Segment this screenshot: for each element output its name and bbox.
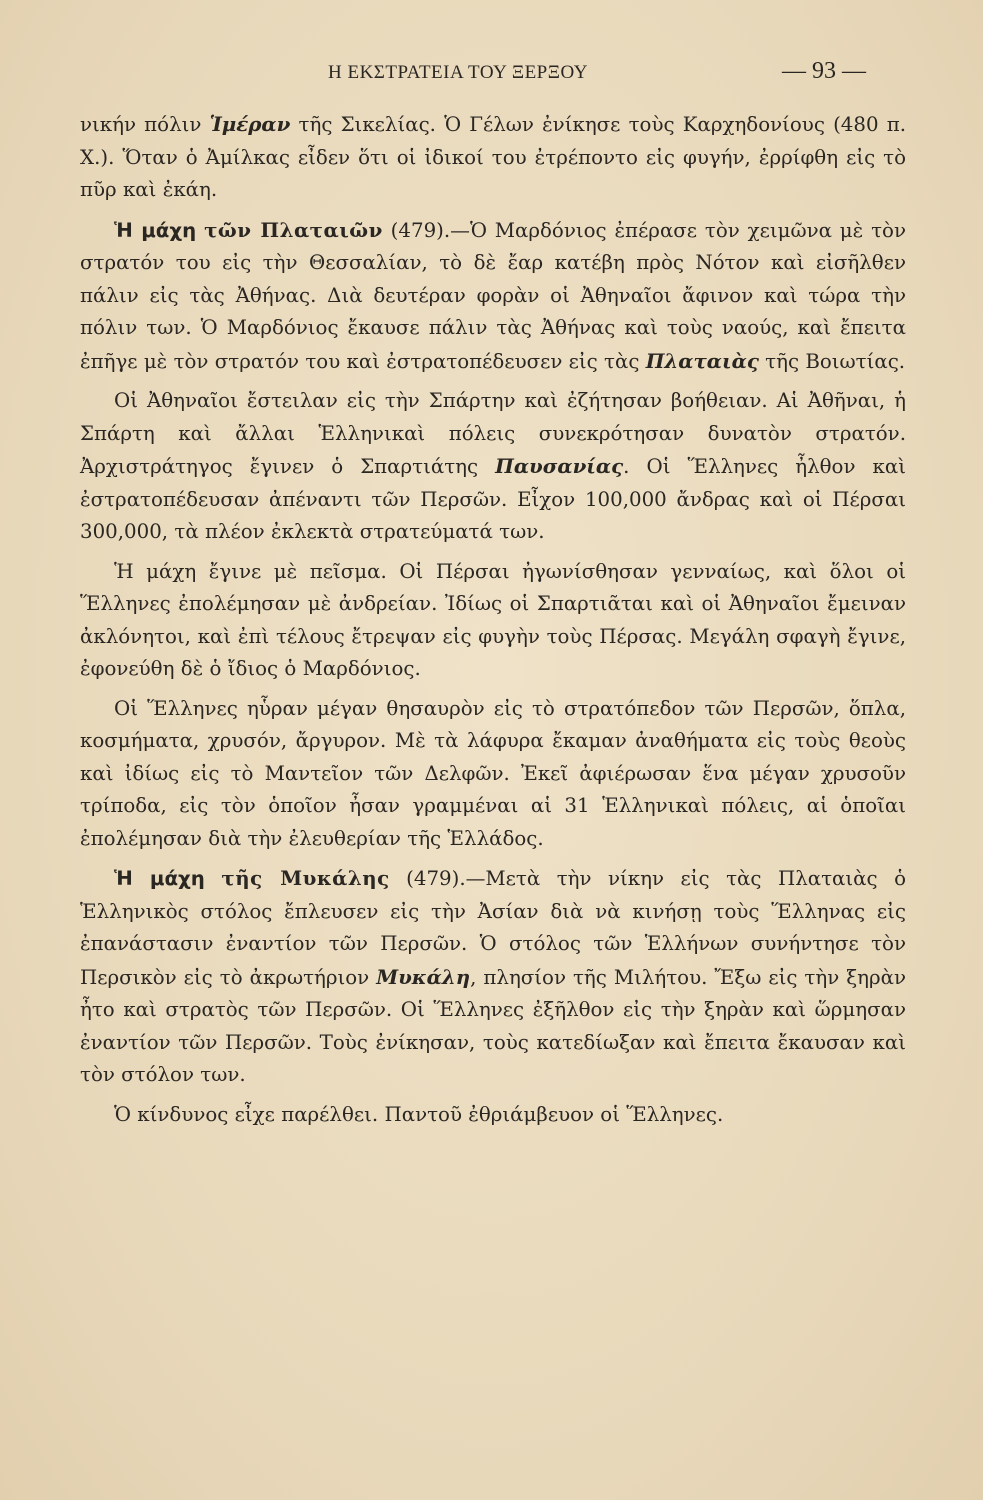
paragraph [80, 108, 906, 207]
text-run: , πλησίον τῆς Μιλήτου. Ἔξω εἰς τὴν ξηρὰν ἦτο καὶ στρατὸς τῶν Περσῶν. Οἱ Ἕλληνες ἐξῆλθον εἰς τὴν ξηρὰν καὶ ὥρμησαν ἐναντίον τῶν Περσῶν. Τοὺς ἐνίκησαν, τοὺς κατεδίωξαν καὶ ἔπειτα ἔκαυσαν καὶ τὸν στόλον των. [80, 965, 906, 1086]
text-run: (479).—Ὁ Μαρδόνιος ἐπέρασε τὸν χειμῶνα μὲ τὸν στρατόν του εἰς τὴν Θεσσαλίαν, τὸ δὲ ἔαρ κατέβη πρὸς Νότον καὶ εἰσῆλθεν πάλιν εἰς τὰς Ἀθήνας. Διὰ δευτέραν φορὰν οἱ Ἀθηναῖοι ἄφινον καὶ τώρα τὴν πόλιν των. Ὁ Μαρδόνιος ἔκαυσε πάλιν τὰς Ἀθήνας καὶ τοὺς ναούς, καὶ ἔπειτα ἐπῆγε μὲ τὸν στρατόν του καὶ ἐστρατοπέδευσεν εἰς τὰς [80, 218, 906, 373]
paragraph: Οἱ Ἕλληνες ηὗραν μέγαν θησαυρὸν εἰς τὸ στρατόπεδον τῶν Περσῶν, ὅπλα, κοσμήματα, χρυσόν, ἄργυρον. Μὲ τὰ λάφυρα ἔκαμαν ἀναθήματα εἰς τοὺς θεοὺς καὶ ἰδίως εἰς τὸ Μαντεῖον τῶν Δελφῶν. Ἐκεῖ ἀφιέρωσαν ἕνα μέγαν χρυσοῦν τρίποδα, εἰς τὸν ὁποῖον ἦσαν γραμμέναι αἱ 31 Ἑλληνικαὶ πόλεις, αἱ ὁποῖαι ἐπολέμησαν διὰ τὴν ἐλευθερίαν τῆς Ἑλλάδος. [80, 696, 906, 850]
text-run: τῆς Βοιωτίας. [758, 349, 906, 373]
paragraph: Ὁ κίνδυνος εἶχε παρέλθει. Παντοῦ ἐθριάμβευον οἱ Ἕλληνες. [114, 1102, 724, 1126]
text-run: . Οἱ Ἕλληνες ἦλθον καὶ ἐστρατοπέδευσαν ἀπέναντι τῶν Περσῶν. Εἶχον 100,000 ἄνδρας καὶ οἱ Πέρσαι 300,000, τὰ πλέον ἐκλεκτὰ στρατεύματά των. [80, 455, 906, 543]
emphasis-person-name: Παυσανίας [495, 454, 624, 478]
text-run: Οἱ Ἀθηναῖοι ἔστειλαν εἰς τὴν Σπάρτην καὶ ἐζήτησαν βοήθειαν. Αἱ Ἀθῆναι, ἡ Σπάρτη καὶ ἄλλαι Ἑλληνικαὶ πόλεις συνεκρότησαν δυνατὸν στρατόν. Ἀρχιστράτηγος ἔγινεν ὁ Σπαρτιάτης [80, 389, 906, 478]
paragraph: Ἡ μάχη ἔγινε μὲ πεῖσμα. Οἱ Πέρσαι ἠγωνίσθησαν γενναίως, καὶ ὅλοι οἱ Ἕλληνες ἐπολέμησαν μὲ ἀνδρείαν. Ἰδίως οἱ Σπαρτιᾶται καὶ οἱ Ἀθηναῖοι ἔμειναν ἀκλόνητοι, καὶ ἐπὶ τέλους ἔτρεψαν εἰς φυγὴν τοὺς Πέρσας. Μεγάλη σφαγὴ ἔγινε, ἐφονεύθη δὲ ὁ ἴδιος ὁ Μαρδόνιος. [80, 559, 906, 680]
emphasis-place-name: Μυκάλη [376, 964, 471, 989]
text-run: τῆς Σικελίας. Ὁ Γέλων ἐνίκησε τοὺς Καρχηδονίους (480 π. Χ.). Ὅταν ὁ Ἀμίλκας εἶδεν ὅτι οἱ ἰδικοί του ἐτρέποντο εἰς φυγήν, ἐρρίφθη εἰς τὸ πῦρ καὶ ἐκάη. [80, 113, 906, 201]
paragraph [80, 385, 906, 549]
body-text [80, 108, 906, 1138]
section-heading-prefix: Ἡ μάχη [114, 218, 197, 242]
running-title: Η ΕΚΣΤΡΑΤΕΙΑ ΤΟΥ ΞΕΡΞΟΥ [328, 62, 588, 83]
section-mycale [80, 862, 906, 1092]
page-header [0, 58, 983, 92]
emphasis-place-name: Πλαταιὰς [645, 348, 759, 373]
emphasis-place-name: Ἱμέραν [209, 112, 291, 136]
text-run: (479).—Μετὰ τὴν νίκην εἰς τὰς Πλαταιὰς ὁ Ἑλληνικὸς στόλος ἔπλευσεν εἰς τὴν Ἀσίαν διὰ νὰ κινήσῃ τοὺς Ἕλληνας εἰς ἐπανάστασιν ἐναντίον τῶν Περσῶν. Ὁ στόλος τῶν Ἑλλήνων συνήντησε τὸν Περσικὸν εἰς τὸ ἀκρωτήριον [80, 867, 906, 989]
page-number: — 93 — [782, 58, 866, 84]
section-heading-prefix: Ἡ μάχη [114, 867, 205, 890]
section-heading-title: τῶν Πλαταιῶν [204, 217, 383, 242]
section-plataea [80, 214, 906, 379]
text-run: νικήν πόλιν [80, 113, 210, 136]
section-heading-title: τῆς Μυκάλης [221, 866, 390, 890]
